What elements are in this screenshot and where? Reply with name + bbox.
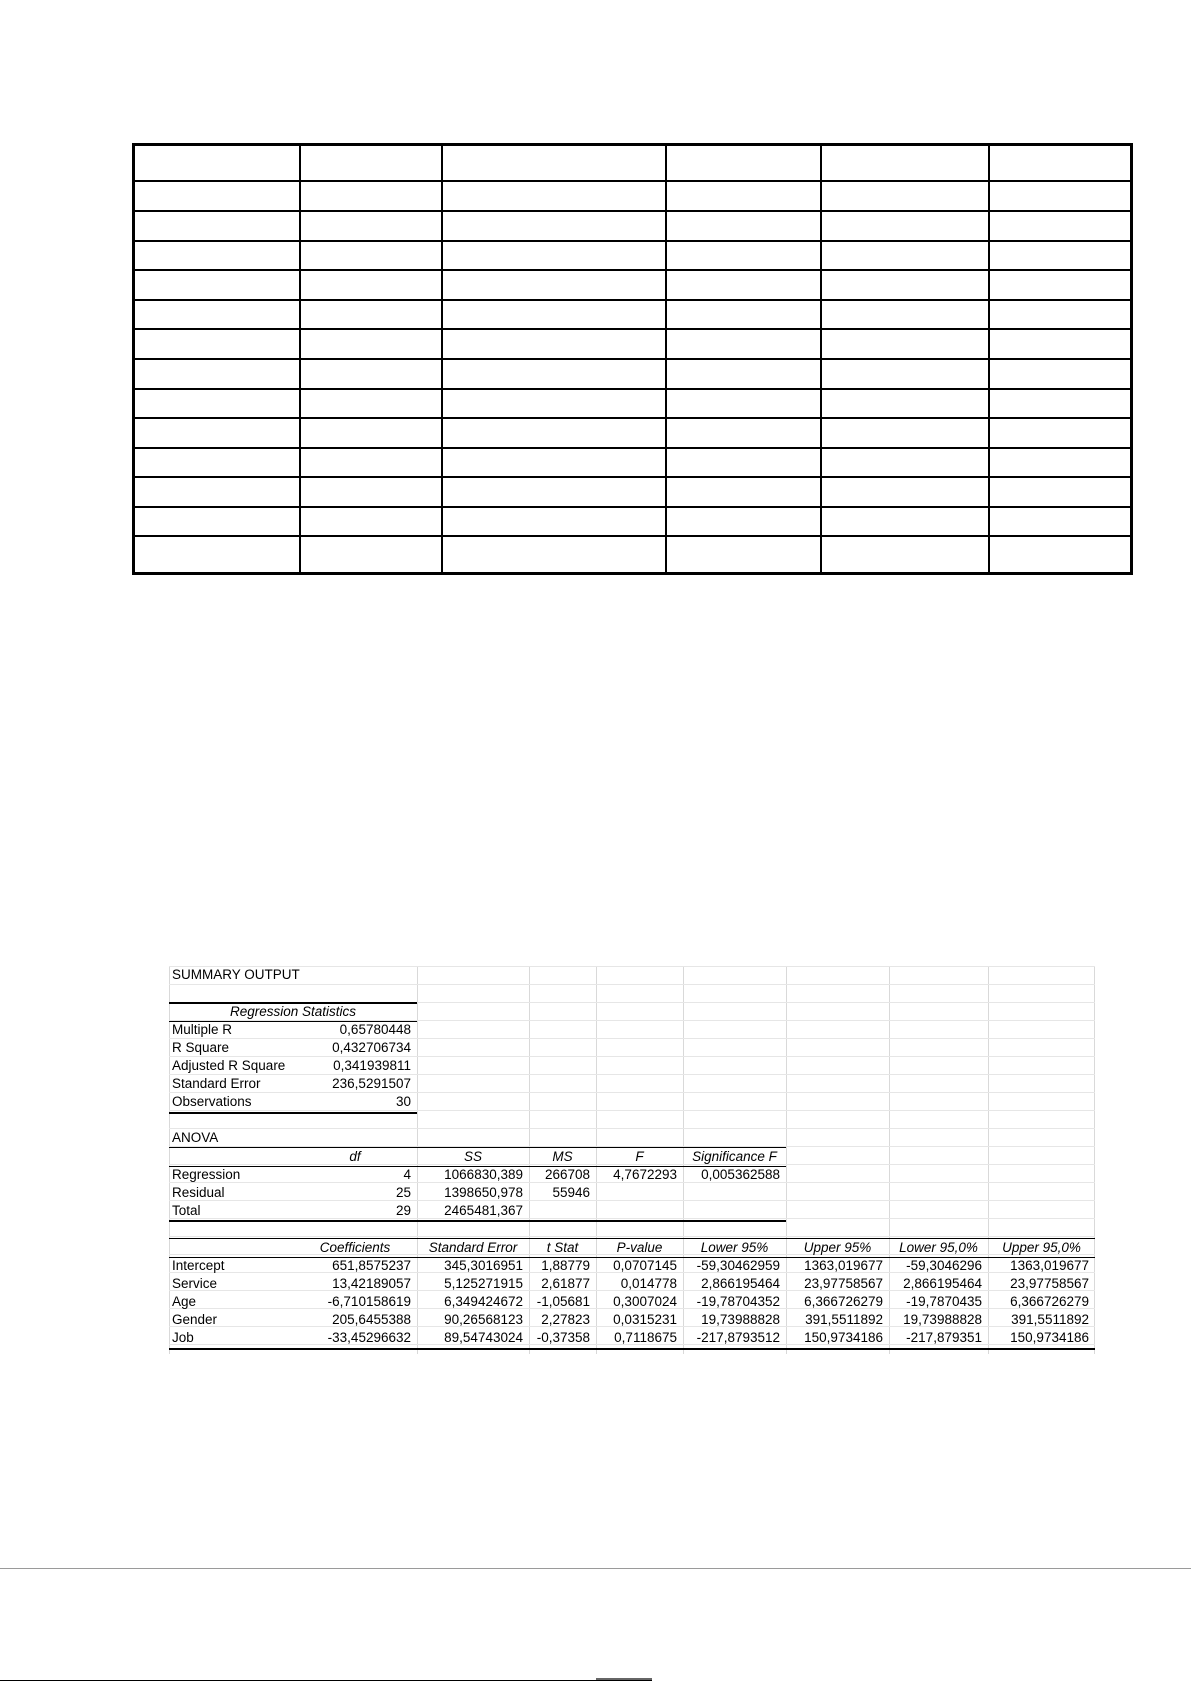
- stat-value: 0,432706734: [332, 1040, 411, 1055]
- empty-table-cell: [442, 536, 666, 573]
- coef-value: 1,88779: [541, 1258, 590, 1273]
- empty-table-cell: [300, 181, 442, 211]
- coef-value: 19,73988828: [903, 1312, 982, 1327]
- coef-value: -1,05681: [536, 1294, 590, 1309]
- empty-table-cell: [989, 211, 1132, 241]
- anova-header-ss: SS: [463, 1149, 482, 1164]
- stat-label: Adjusted R Square: [172, 1058, 286, 1073]
- empty-table-cell: [442, 507, 666, 537]
- anova-df: 4: [403, 1167, 411, 1182]
- empty-table-cell: [821, 145, 989, 182]
- page-bottom-rule: [0, 1568, 1191, 1569]
- empty-table-row: [134, 359, 1132, 389]
- anova-row-label: Residual: [172, 1185, 225, 1200]
- anova-df: 29: [395, 1203, 411, 1218]
- coef-row-label: Gender: [172, 1312, 218, 1327]
- empty-table-cell: [821, 300, 989, 330]
- empty-table-row: [134, 418, 1132, 448]
- empty-table-cell: [442, 389, 666, 419]
- empty-template-table: [132, 143, 1133, 575]
- empty-table-cell: [134, 389, 300, 419]
- empty-table-cell: [666, 270, 821, 300]
- empty-table-cell: [442, 241, 666, 271]
- stat-value: 30: [395, 1094, 411, 1109]
- coef-value: 89,54743024: [444, 1330, 523, 1345]
- coef-value: 23,97758567: [1010, 1276, 1089, 1291]
- empty-table-cell: [821, 507, 989, 537]
- regression-statistics-header: Regression Statistics: [229, 1004, 357, 1019]
- empty-table-cell: [442, 300, 666, 330]
- anova-row-label: Total: [172, 1203, 201, 1218]
- empty-table-cell: [300, 329, 442, 359]
- stat-value: 0,341939811: [333, 1058, 411, 1073]
- page-bottom-tab: [596, 1678, 652, 1680]
- empty-table-cell: [821, 241, 989, 271]
- coef-value: -217,879351: [906, 1330, 982, 1345]
- empty-table-cell: [666, 211, 821, 241]
- empty-table-cell: [821, 389, 989, 419]
- coef-value: 2,27823: [541, 1312, 590, 1327]
- coef-value: -59,30462959: [696, 1258, 780, 1273]
- coef-value: 2,866195464: [903, 1276, 982, 1291]
- empty-table-cell: [989, 448, 1132, 478]
- coef-value: 651,8575237: [332, 1258, 411, 1273]
- empty-table-cell: [134, 507, 300, 537]
- coef-header: Lower 95%: [700, 1240, 769, 1255]
- empty-table-row: [134, 300, 1132, 330]
- empty-table-cell: [821, 270, 989, 300]
- coef-value: 345,3016951: [444, 1258, 523, 1273]
- coef-value: 1363,019677: [804, 1258, 883, 1273]
- empty-table-cell: [821, 477, 989, 507]
- empty-table-cell: [442, 270, 666, 300]
- empty-table-cell: [134, 536, 300, 573]
- stat-label: Standard Error: [172, 1076, 261, 1091]
- empty-table-cell: [821, 418, 989, 448]
- empty-table-cell: [666, 181, 821, 211]
- coef-value: -217,8793512: [696, 1330, 780, 1345]
- empty-table-cell: [666, 448, 821, 478]
- empty-table-cell: [989, 181, 1132, 211]
- empty-table-cell: [442, 418, 666, 448]
- empty-table-cell: [821, 448, 989, 478]
- empty-table-row: [134, 448, 1132, 478]
- empty-table-cell: [989, 300, 1132, 330]
- empty-table-cell: [821, 329, 989, 359]
- regression-summary-output: [169, 966, 1095, 1354]
- empty-table-cell: [989, 418, 1132, 448]
- empty-table-cell: [442, 329, 666, 359]
- stat-value: 0,65780448: [339, 1022, 411, 1037]
- anova-ss: 2465481,367: [444, 1203, 523, 1218]
- coef-row-label: Job: [172, 1330, 194, 1345]
- empty-table-cell: [821, 536, 989, 573]
- empty-table-cell: [666, 329, 821, 359]
- empty-table-cell: [821, 211, 989, 241]
- anova-f: 4,7672293: [613, 1167, 677, 1182]
- coef-value: 205,6455388: [332, 1312, 411, 1327]
- anova-header-ms: MS: [552, 1149, 573, 1164]
- coef-value: 1363,019677: [1010, 1258, 1089, 1273]
- empty-table-cell: [134, 181, 300, 211]
- empty-table-cell: [300, 448, 442, 478]
- coef-value: -19,7870435: [906, 1294, 982, 1309]
- coef-header: Lower 95,0%: [899, 1240, 978, 1255]
- empty-table-cell: [989, 536, 1132, 573]
- empty-table-cell: [442, 359, 666, 389]
- empty-table-cell: [134, 418, 300, 448]
- empty-table-cell: [134, 300, 300, 330]
- empty-table-cell: [134, 448, 300, 478]
- coef-header: Upper 95%: [803, 1240, 872, 1255]
- coef-value: 2,866195464: [701, 1276, 780, 1291]
- empty-table-cell: [300, 418, 442, 448]
- empty-table-row: [134, 507, 1132, 537]
- empty-table-row: [134, 181, 1132, 211]
- empty-table-cell: [300, 389, 442, 419]
- empty-table-cell: [134, 211, 300, 241]
- coef-value: 0,3007024: [613, 1294, 677, 1309]
- empty-table-row: [134, 536, 1132, 573]
- empty-table-cell: [300, 477, 442, 507]
- coef-header: P-value: [616, 1240, 663, 1255]
- coef-row-label: Age: [172, 1294, 197, 1309]
- empty-table-row: [134, 329, 1132, 359]
- coef-value: 5,125271915: [444, 1276, 523, 1291]
- anova-ss: 1398650,978: [444, 1185, 523, 1200]
- empty-table-cell: [989, 145, 1132, 182]
- empty-table-cell: [989, 329, 1132, 359]
- anova-header-f: F: [635, 1149, 644, 1164]
- coef-value: 150,9734186: [1010, 1330, 1089, 1345]
- coef-header: Standard Error: [428, 1240, 518, 1255]
- empty-table-cell: [300, 536, 442, 573]
- empty-table-cell: [134, 145, 300, 182]
- empty-table-cell: [666, 145, 821, 182]
- anova-df: 25: [395, 1185, 411, 1200]
- empty-table-cell: [300, 241, 442, 271]
- anova-header-df: df: [349, 1149, 361, 1164]
- coef-value: 6,366726279: [1010, 1294, 1089, 1309]
- empty-table-cell: [300, 359, 442, 389]
- empty-table-cell: [821, 359, 989, 389]
- empty-table-cell: [666, 536, 821, 573]
- coef-header: Coefficients: [319, 1240, 391, 1255]
- empty-table-cell: [821, 181, 989, 211]
- anova-ms: 266708: [544, 1167, 590, 1182]
- empty-table-cell: [666, 507, 821, 537]
- stat-value: 236,5291507: [332, 1076, 411, 1091]
- empty-table-cell: [300, 300, 442, 330]
- empty-table-cell: [134, 329, 300, 359]
- coef-value: 391,5511892: [805, 1312, 883, 1327]
- anova-header-significance-f: Significance F: [692, 1149, 777, 1164]
- page-bottom-line: [0, 1680, 652, 1681]
- coef-value: -59,3046296: [906, 1258, 982, 1273]
- coef-value: 150,9734186: [804, 1330, 883, 1345]
- empty-table-row: [134, 270, 1132, 300]
- coef-value: 0,0315231: [613, 1312, 677, 1327]
- coef-value: 391,5511892: [1011, 1312, 1089, 1327]
- empty-table-cell: [442, 477, 666, 507]
- empty-table-cell: [989, 389, 1132, 419]
- empty-table-row: [134, 389, 1132, 419]
- empty-table-cell: [989, 477, 1132, 507]
- coef-value: -33,45296632: [327, 1330, 411, 1345]
- coef-value: 90,26568123: [444, 1312, 523, 1327]
- summary-title: SUMMARY OUTPUT: [172, 967, 300, 982]
- empty-table-cell: [134, 241, 300, 271]
- anova-ss: 1066830,389: [444, 1167, 523, 1182]
- coef-value: 6,349424672: [444, 1294, 523, 1309]
- stat-label: Multiple R: [172, 1022, 233, 1037]
- empty-table-cell: [666, 389, 821, 419]
- empty-table-row: [134, 241, 1132, 271]
- coef-row-label: Intercept: [172, 1258, 225, 1273]
- empty-table-cell: [300, 211, 442, 241]
- coef-header: Upper 95,0%: [1002, 1240, 1081, 1255]
- anova-significance: 0,005362588: [701, 1167, 780, 1182]
- empty-table-row: [134, 211, 1132, 241]
- coef-value: -19,78704352: [696, 1294, 780, 1309]
- coef-row-label: Service: [172, 1276, 218, 1291]
- empty-table-cell: [134, 359, 300, 389]
- empty-table-cell: [442, 448, 666, 478]
- coef-value: 13,42189057: [332, 1276, 411, 1291]
- empty-table-cell: [442, 181, 666, 211]
- empty-table-row: [134, 477, 1132, 507]
- coef-value: -0,37358: [536, 1330, 590, 1345]
- empty-table-row: [134, 145, 1132, 182]
- coef-value: 0,7118675: [614, 1330, 677, 1345]
- empty-table-cell: [666, 477, 821, 507]
- anova-ms: 55946: [552, 1185, 590, 1200]
- coef-value: -6,710158619: [327, 1294, 411, 1309]
- empty-table-cell: [666, 418, 821, 448]
- empty-table-cell: [666, 300, 821, 330]
- empty-table-cell: [300, 145, 442, 182]
- empty-table-cell: [134, 270, 300, 300]
- empty-table-cell: [134, 477, 300, 507]
- empty-table-cell: [666, 359, 821, 389]
- coef-value: 0,014778: [620, 1276, 677, 1291]
- coef-value: 0,0707145: [613, 1258, 677, 1273]
- empty-table-cell: [989, 359, 1132, 389]
- anova-title: ANOVA: [172, 1130, 219, 1145]
- empty-table-cell: [989, 241, 1132, 271]
- empty-table-cell: [666, 241, 821, 271]
- coef-value: 6,366726279: [804, 1294, 883, 1309]
- anova-row-label: Regression: [172, 1167, 241, 1182]
- empty-table-cell: [300, 270, 442, 300]
- coef-header: t Stat: [546, 1240, 579, 1255]
- stat-label: Observations: [172, 1094, 252, 1109]
- coef-value: 19,73988828: [701, 1312, 780, 1327]
- stat-label: R Square: [172, 1040, 230, 1055]
- empty-table-cell: [442, 145, 666, 182]
- empty-table-cell: [300, 507, 442, 537]
- empty-table-cell: [989, 270, 1132, 300]
- coef-value: 2,61877: [541, 1276, 590, 1291]
- empty-table-cell: [989, 507, 1132, 537]
- empty-table-cell: [442, 211, 666, 241]
- coef-value: 23,97758567: [804, 1276, 883, 1291]
